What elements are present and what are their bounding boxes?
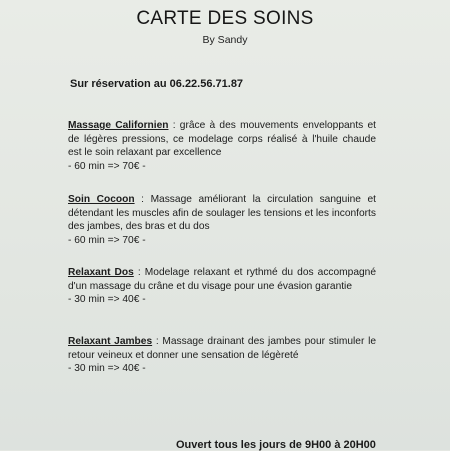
treatment-relaxant-jambes xyxy=(68,335,376,376)
page-subtitle: By Sandy xyxy=(202,34,248,46)
page-title: CARTE DES SOINS xyxy=(136,8,314,29)
treatment-name: Soin Cocoon xyxy=(68,194,135,205)
treatment-description: : Massage améliorant la circulation sanguine et détendant les muscles afin de soulager les tensions et les inconforts des jambes, des bras et du dos xyxy=(68,194,377,233)
treatment-relaxant-dos xyxy=(68,266,376,307)
treatment-soin-cocoon xyxy=(68,193,376,247)
treatment-description: : Modelage relaxant et rythmé du dos accompagné d'un massage du crâne et du visage pour une évasion garantie xyxy=(68,267,376,292)
treatment-price: - 60 min => 70€ - xyxy=(68,234,146,246)
treatment-description: : Massage drainant des jambes pour stimuler le retour veineux et donner une sensation de légèreté xyxy=(68,336,376,361)
treatment-description: : grâce à des mouvements enveloppants et de légères pressions, ce modelage corps réalisé à l'huile chaude est le soin relaxant par excellence xyxy=(68,120,376,159)
reservation-phone: Sur réservation au 06.22.56.71.87 xyxy=(70,78,244,90)
opening-hours: Ouvert tous les jours de 9H00 à 20H00 xyxy=(176,439,376,451)
treatment-price: - 30 min => 40€ - xyxy=(68,294,146,306)
treatment-price: - 30 min => 40€ - xyxy=(68,363,146,375)
treatment-name: Relaxant Dos xyxy=(68,267,134,278)
treatment-name: Relaxant Jambes xyxy=(68,336,153,347)
treatment-price: - 60 min => 70€ - xyxy=(68,160,146,172)
treatment-name: Massage Californien xyxy=(68,120,169,131)
treatment-massage-californien xyxy=(68,119,376,173)
